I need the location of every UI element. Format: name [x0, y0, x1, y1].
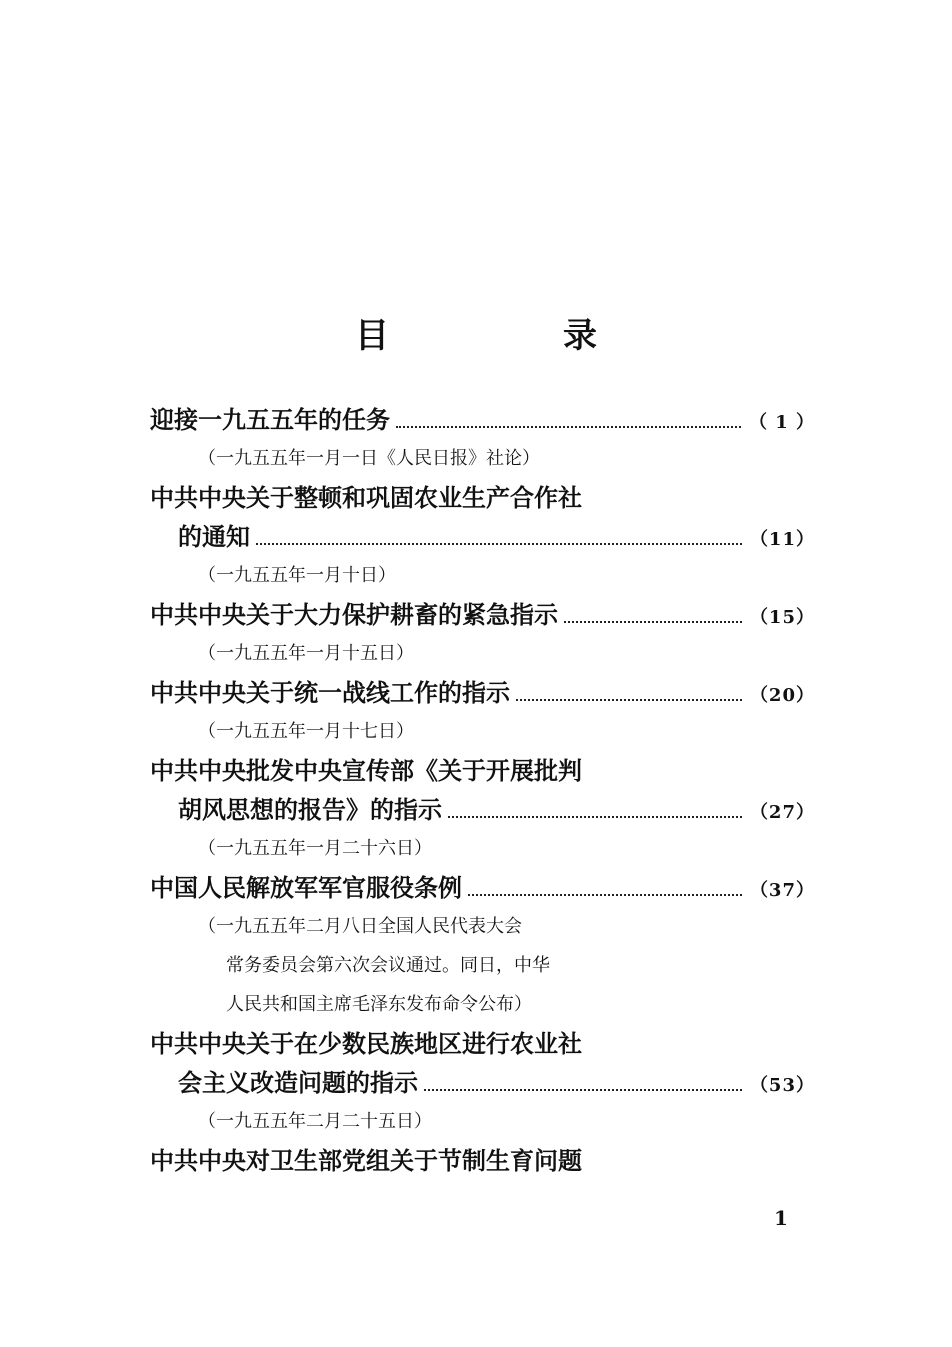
entry-title: 中共中央关于整顿和巩固农业生产合作社	[150, 483, 582, 512]
entry-note: （一九五五年二月八日全国人民代表大会	[198, 916, 522, 937]
entry-note: （一九五五年一月十五日）	[198, 643, 414, 664]
toc-entry[interactable]	[150, 868, 815, 907]
entry-title: 中共中央关于统一战线工作的指示	[150, 678, 510, 707]
dot-leader	[256, 543, 742, 545]
entry-note: （一九五五年一月十七日）	[198, 721, 414, 742]
entry-note-cont: 人民共和国主席毛泽东发布命令公布）	[226, 994, 532, 1015]
entry-title: 中共中央批发中央宣传部《关于开展批判	[150, 756, 582, 785]
entry-note: （一九五五年二月二十五日）	[198, 1111, 432, 1132]
entry-note: （一九五五年一月十日）	[198, 565, 396, 586]
entry-page: （11）	[749, 529, 815, 550]
entry-title-cont: 的通知	[178, 522, 250, 551]
entry-note-cont: 常务委员会第六次会议通过。同日，中华	[226, 955, 550, 976]
entry-title-cont: 胡风思想的报告》的指示	[178, 795, 442, 824]
toc-entry[interactable]	[150, 751, 815, 790]
entry-page: （27）	[749, 802, 815, 823]
dot-leader	[564, 621, 742, 623]
entry-title-cont: 会主义改造问题的指示	[178, 1068, 418, 1097]
toc-entry[interactable]	[150, 1024, 815, 1063]
dot-leader	[424, 1089, 742, 1091]
toc-entry[interactable]	[150, 400, 815, 439]
dot-leader	[516, 699, 742, 701]
entry-page: （20）	[749, 685, 815, 706]
dot-leader	[448, 816, 742, 818]
dot-leader	[468, 894, 742, 896]
toc-entry[interactable]	[150, 478, 815, 517]
page-number: 1	[774, 1206, 788, 1230]
toc-title: 目 录	[355, 316, 667, 356]
entry-title: 中共中央关于在少数民族地区进行农业社	[150, 1029, 582, 1058]
entry-page: （ 1 ）	[748, 412, 815, 433]
entry-note: （一九五五年一月一日《人民日报》社论）	[198, 448, 540, 469]
dot-leader	[396, 426, 741, 428]
toc-entry[interactable]	[150, 595, 815, 634]
entry-title: 中共中央关于大力保护耕畜的紧急指示	[150, 600, 558, 629]
toc-entry-continuation[interactable]	[150, 790, 815, 829]
entry-title: 中国人民解放军军官服役条例	[150, 873, 462, 902]
entry-title: 中共中央对卫生部党组关于节制生育问题	[150, 1146, 582, 1175]
entry-page: （15）	[749, 607, 815, 628]
entry-note: （一九五五年一月二十六日）	[198, 838, 432, 859]
entry-title: 迎接一九五五年的任务	[150, 405, 390, 434]
toc-entry[interactable]	[150, 673, 815, 712]
toc-entry-continuation[interactable]	[150, 517, 815, 556]
toc-entry-continuation[interactable]	[150, 1063, 815, 1102]
entry-page: （53）	[749, 1075, 815, 1096]
table-of-contents	[150, 400, 815, 1180]
entry-page: （37）	[749, 880, 815, 901]
toc-entry[interactable]	[150, 1141, 815, 1180]
